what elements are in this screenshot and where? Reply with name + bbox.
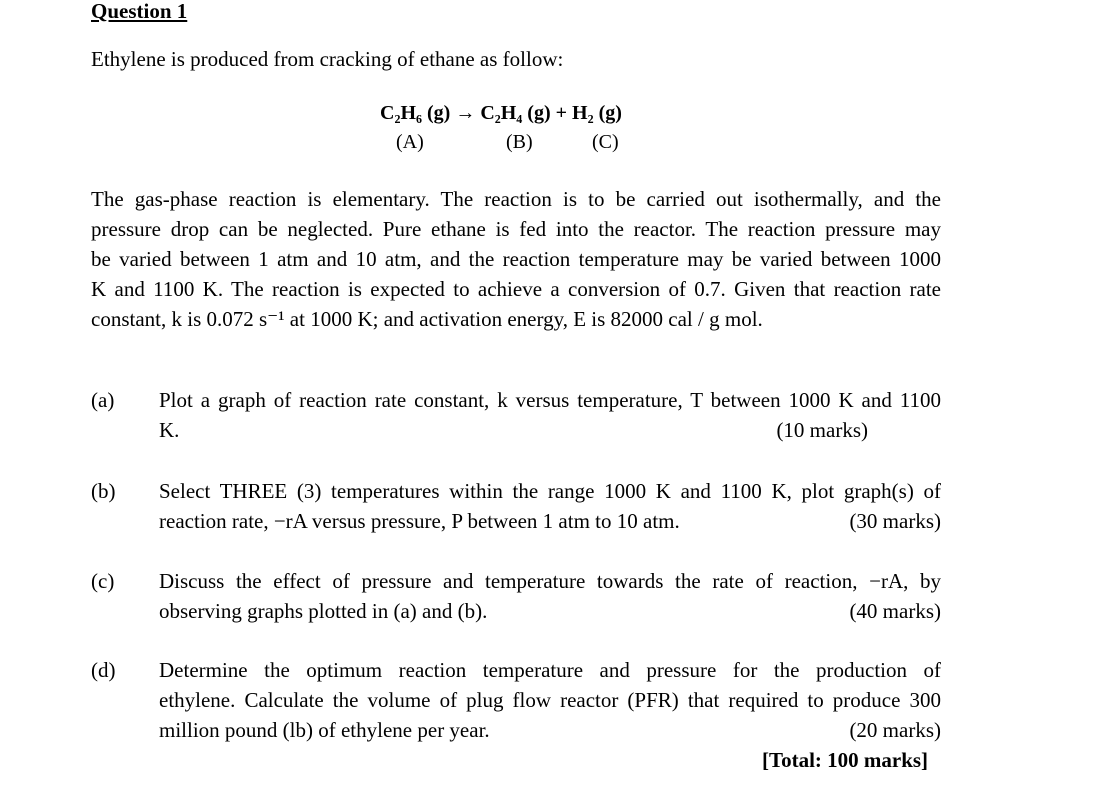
marks-label: (10 marks) bbox=[776, 418, 868, 442]
question-line-text: million pound (lb) of ethylene per year. bbox=[159, 718, 490, 742]
question-line bbox=[159, 596, 941, 626]
question-body bbox=[159, 385, 941, 445]
total-marks: [Total: 100 marks] bbox=[762, 748, 929, 772]
question-line: Select THREE (3) temperatures within the range 1000 K and 1100 K, plot graph(s) of bbox=[159, 479, 941, 503]
marks-label: (40 marks) bbox=[849, 599, 941, 623]
intro-text: Ethylene is produced from cracking of ethane as follow: bbox=[91, 47, 564, 71]
question-marker: (c) bbox=[91, 569, 115, 593]
paragraph-line: K and 1100 K. The reaction is expected to achieve a conversion of 0.7. Given that reaction rate bbox=[91, 277, 941, 301]
marks-label: (30 marks) bbox=[849, 509, 941, 533]
question-line bbox=[159, 415, 941, 445]
question-marker: (b) bbox=[91, 479, 116, 503]
paragraph-line: be varied between 1 atm and 10 atm, and the reaction temperature may be varied between 1000 bbox=[91, 247, 941, 271]
question-line: Plot a graph of reaction rate constant, k versus temperature, T between 1000 K and 1100 bbox=[159, 388, 941, 412]
paragraph-line: The gas-phase reaction is elementary. The reaction is to be carried out isothermally, and the bbox=[91, 187, 941, 211]
question-line: Discuss the effect of pressure and temperature towards the rate of reaction, −rA, by bbox=[159, 569, 941, 593]
species-label-c: (C) bbox=[592, 131, 619, 153]
question-line-text: K. bbox=[159, 418, 180, 442]
marks-label: (20 marks) bbox=[849, 718, 941, 742]
paragraph-line: pressure drop can be neglected. Pure ethane is fed into the reactor. The reaction pressure may bbox=[91, 217, 941, 241]
paragraph-line: constant, k is 0.072 s⁻¹ at 1000 K; and activation energy, E is 82000 cal / g mol. bbox=[91, 307, 763, 331]
question-line-text: observing graphs plotted in (a) and (b). bbox=[159, 599, 488, 623]
question-body bbox=[159, 566, 941, 626]
question-line bbox=[159, 715, 941, 745]
species-label-a: (A) bbox=[396, 131, 424, 153]
species-label-b: (B) bbox=[506, 131, 533, 153]
question-line-text: reaction rate, −rA versus pressure, P between 1 atm to 10 atm. bbox=[159, 509, 680, 533]
question-line: ethylene. Calculate the volume of plug flow reactor (PFR) that required to produce 300 bbox=[159, 688, 941, 712]
reaction-equation: C₂H₆ (g) → C₂H₄ (g) + H₂ (g) bbox=[380, 102, 622, 124]
question-body bbox=[159, 476, 941, 536]
question-title: Question 1 bbox=[91, 0, 188, 23]
question-line: Determine the optimum reaction temperature and pressure for the production of bbox=[159, 658, 941, 682]
question-line bbox=[159, 506, 941, 536]
question-marker: (a) bbox=[91, 388, 115, 412]
problem-paragraph bbox=[91, 184, 941, 334]
question-marker: (d) bbox=[91, 658, 116, 682]
question-body bbox=[159, 655, 941, 745]
